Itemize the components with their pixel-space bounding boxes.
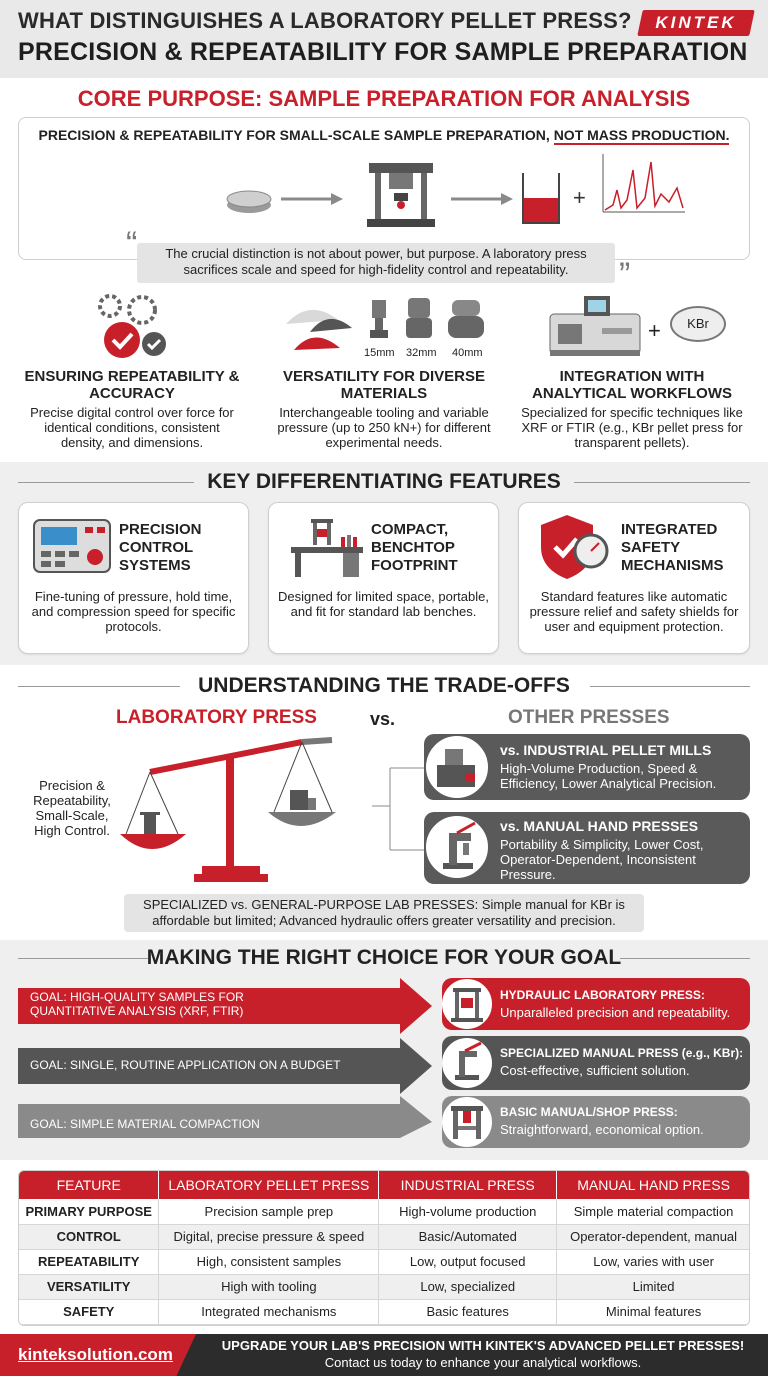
table-cell: Precision sample prep <box>159 1199 379 1224</box>
spectrum-graph-icon <box>599 150 689 220</box>
feature-desc-safety: Standard features like automatic pressure relief and safety shields for user and equipment protection. <box>529 589 739 634</box>
other-presses-label: OTHER PRESSES <box>508 707 670 728</box>
quote-open-icon: “ <box>126 225 138 263</box>
quote-close-icon: ” <box>619 256 631 294</box>
features-heading: KEY DIFFERENTIATING FEATURES <box>207 470 561 493</box>
kintek-logo <box>637 10 755 36</box>
table-cell: Low, varies with user <box>557 1249 750 1274</box>
goal-quantitative: GOAL: HIGH-QUALITY SAMPLES FOR QUANTITATIVE ANALYSIS (XRF, FTIR) <box>30 990 244 1018</box>
result-specialized-title: SPECIALIZED MANUAL PRESS (e.g., KBr): <box>500 1046 744 1060</box>
tradeoff-manual-title: vs. MANUAL HAND PRESSES <box>500 818 699 834</box>
tradeoff-manual-card <box>424 812 750 884</box>
footer-site-link[interactable]: kinteksolution.com <box>18 1345 173 1364</box>
benchtop-desk-icon <box>289 513 365 579</box>
tradeoff-industrial-title: vs. INDUSTRIAL PELLET MILLS <box>500 742 712 758</box>
choice-result-specialized <box>442 1036 750 1090</box>
plus-sign: + <box>573 185 586 210</box>
lab-press-desc: Precision & Repeatability, Small-Scale, High Control. <box>33 778 111 838</box>
hydraulic-press-icon <box>442 979 492 1029</box>
pellet-mill-icon <box>426 736 488 798</box>
shop-press-icon <box>442 1097 492 1147</box>
pillar-title-repeatability: ENSURING REPEATABILITY & ACCURACY <box>24 368 240 402</box>
comparison-table-wrap <box>18 1170 750 1326</box>
manual-press-icon <box>442 1038 492 1088</box>
kbr-pellet-icon: KBr <box>670 306 726 342</box>
choice-heading: MAKING THE RIGHT CHOICE FOR YOUR GOAL <box>146 946 622 969</box>
core-statement <box>19 127 749 143</box>
header-title-line2: PRECISION & REPEATABILITY FOR SAMPLE PREPARATION <box>18 38 748 66</box>
choice-result-basic <box>442 1096 750 1148</box>
analyzer-instrument-icon <box>546 292 646 360</box>
table-cell: REPEATABILITY <box>19 1249 159 1274</box>
tradeoff-industrial-card <box>424 734 750 800</box>
hand-press-icon <box>426 816 488 878</box>
logo-text: KINTEK <box>655 13 737 32</box>
table-cell: Simple material compaction <box>557 1199 750 1224</box>
footer-cta-line2: Contact us today to enhance your analytical workflows. <box>324 1355 642 1370</box>
feature-title-control: PRECISION CONTROL SYSTEMS <box>119 521 202 574</box>
pillar-title-versatility: VERSATILITY FOR DIVERSE MATERIALS <box>283 368 485 402</box>
materials-dies-icon <box>284 292 484 352</box>
tradeoff-industrial-desc: High-Volume Production, Speed & Efficiency, Lower Analytical Precision. <box>500 761 717 791</box>
goal-compaction: GOAL: SIMPLE MATERIAL COMPACTION <box>30 1117 260 1131</box>
core-statement-emphasis: NOT MASS PRODUCTION. <box>553 127 730 143</box>
pellet-icon <box>227 191 271 213</box>
table-cell: Integrated mechanisms <box>159 1299 379 1324</box>
beaker-icon <box>523 173 559 223</box>
balance-scale-icon <box>118 734 378 888</box>
table-row <box>19 1274 750 1299</box>
table-cell: Minimal features <box>557 1299 750 1324</box>
result-basic-desc: Straightforward, economical option. <box>500 1122 704 1137</box>
result-hydraulic-title: HYDRAULIC LABORATORY PRESS: <box>500 988 705 1002</box>
die-size-medium: 32mm <box>406 347 437 359</box>
tradeoff-manual-desc: Portability & Simplicity, Lower Cost, Operator-Dependent, Inconsistent Pressure. <box>500 837 704 882</box>
table-header: INDUSTRIAL PRESS <box>379 1171 557 1199</box>
comparison-table <box>19 1171 750 1325</box>
plus-icon: + <box>648 318 661 343</box>
table-cell: CONTROL <box>19 1224 159 1249</box>
press-icon <box>367 163 435 227</box>
feature-title-safety: INTEGRATED SAFETY MECHANISMS <box>621 521 724 574</box>
arrow-right-icon <box>281 193 343 205</box>
feature-card-control <box>18 502 249 654</box>
core-quote: The crucial distinction is not about power, but purpose. A laboratory press sacrifices scale and speed for high-fidelity control and repeatability. <box>137 243 615 283</box>
table-cell: PRIMARY PURPOSE <box>19 1199 159 1224</box>
control-panel-icon <box>33 519 111 573</box>
feature-title-footprint: COMPACT, BENCHTOP FOOTPRINT <box>371 521 458 574</box>
process-illustration <box>219 153 599 233</box>
table-header: FEATURE <box>19 1171 159 1199</box>
specialized-vs-general-note: SPECIALIZED vs. GENERAL-PURPOSE LAB PRESSES: Simple manual for KBr is affordable but limited; Advanced hydraulic offers greater versatility and precision. <box>124 894 644 932</box>
arrow-right-icon-2 <box>451 193 513 205</box>
header-title-line1: WHAT DISTINGUISHES A LABORATORY PELLET PRESS? <box>18 8 632 33</box>
tradeoffs-heading: UNDERSTANDING THE TRADE-OFFS <box>198 674 570 697</box>
table-row <box>19 1224 750 1249</box>
table-cell: High with tooling <box>159 1274 379 1299</box>
table-cell: Digital, precise pressure & speed <box>159 1224 379 1249</box>
core-purpose-box <box>18 117 750 294</box>
feature-desc-footprint: Designed for limited space, portable, and fit for standard lab benches. <box>277 589 489 619</box>
feature-card-footprint <box>268 502 499 654</box>
table-cell: Basic/Automated <box>379 1224 557 1249</box>
pillar-desc-integration: Specialized for specific techniques like XRF or FTIR (e.g., KBr pellet press for transparent pellets). <box>521 405 743 450</box>
table-cell: Low, specialized <box>379 1274 557 1299</box>
table-cell: High, consistent samples <box>159 1249 379 1274</box>
die-size-small: 15mm <box>364 347 395 359</box>
footer-bar <box>0 1334 768 1376</box>
pillar-desc-versatility: Interchangeable tooling and variable pressure (up to 250 kN+) for different experimental needs. <box>277 405 491 450</box>
feature-desc-control: Fine-tuning of pressure, hold time, and compression speed for specific protocols. <box>31 589 236 634</box>
table-header-row <box>19 1171 750 1199</box>
goal-routine: GOAL: SINGLE, ROUTINE APPLICATION ON A BUDGET <box>30 1058 341 1072</box>
table-cell: High-volume production <box>379 1199 557 1224</box>
table-cell: Basic features <box>379 1299 557 1324</box>
vs-label: vs. <box>370 709 396 729</box>
table-header: MANUAL HAND PRESS <box>557 1171 750 1199</box>
table-row <box>19 1299 750 1324</box>
result-hydraulic-desc: Unparalleled precision and repeatability. <box>500 1005 731 1020</box>
table-row <box>19 1249 750 1274</box>
bracket-connector <box>372 754 432 874</box>
footer-cta-line1: UPGRADE YOUR LAB'S PRECISION WITH KINTEK'S ADVANCED PELLET PRESSES! <box>221 1338 745 1353</box>
table-header: LABORATORY PELLET PRESS <box>159 1171 379 1199</box>
pillar-desc-repeatability: Precise digital control over force for identical conditions, consistent density, and dimensions. <box>30 405 234 450</box>
gears-checkmark-icon <box>92 292 172 364</box>
header-banner <box>0 0 768 78</box>
table-cell: SAFETY <box>19 1299 159 1324</box>
choice-result-hydraulic <box>442 978 750 1030</box>
result-specialized-desc: Cost-effective, sufficient solution. <box>500 1063 690 1078</box>
pillar-title-integration: INTEGRATION WITH ANALYTICAL WORKFLOWS <box>532 368 732 402</box>
lab-press-label: LABORATORY PRESS <box>116 707 317 728</box>
table-cell: Operator-dependent, manual <box>557 1224 750 1249</box>
table-cell: VERSATILITY <box>19 1274 159 1299</box>
table-row <box>19 1199 750 1224</box>
table-cell: Low, output focused <box>379 1249 557 1274</box>
table-cell: Limited <box>557 1274 750 1299</box>
core-statement-text: PRECISION & REPEATABILITY FOR SMALL-SCALE SAMPLE PREPARATION, <box>38 127 550 143</box>
result-basic-title: BASIC MANUAL/SHOP PRESS: <box>500 1105 678 1119</box>
safety-shield-gauge-icon <box>537 513 613 581</box>
core-purpose-heading: CORE PURPOSE: SAMPLE PREPARATION FOR ANALYSIS <box>77 86 691 111</box>
die-size-large: 40mm <box>452 347 483 359</box>
feature-card-safety <box>518 502 750 654</box>
